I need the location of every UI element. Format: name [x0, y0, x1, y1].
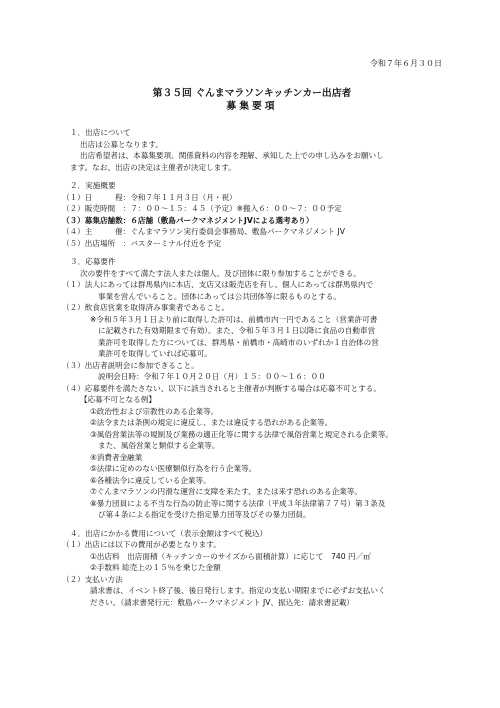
- text-line: ⑤法律に定めのない医療類似行為を行う企業等。: [90, 464, 257, 473]
- text-line: （４）応募要件を満たさない、以下に該当されると主催者が判断する場合は応募不可とする。: [62, 383, 381, 393]
- text-line: ３．応募要件: [70, 257, 116, 266]
- text-line: ①政治性および宗教性のある企業等。: [90, 406, 219, 416]
- section-gap: [62, 521, 442, 528]
- text-line: （１）出店には以下の費用が必要となります。: [62, 540, 221, 549]
- text-line: 【応募不可となる例】: [80, 395, 156, 404]
- text-line: （４）主 催：ぐんまマラソン実行委員会事務局、敷島パークマネジメント JV: [62, 227, 345, 236]
- text-line: 出店希望者は、本募集要項、関係資料の内容を理解、承知した上での申し込みをお願いし: [80, 151, 384, 160]
- text-line: ④消費者金融業: [90, 452, 143, 462]
- text-line: ③風俗営業法等の規制及び業務の適正化等に関する法律で風俗営業と規定される企業等。: [90, 429, 393, 439]
- text-line: （５）出店場所 ：バスターミナル付近を予定: [62, 238, 222, 248]
- text-line: （１）日 程：令和７年１１月３日（月・祝）: [62, 192, 237, 202]
- text-line: （２）飲食店営業を取得済み事業者であること。: [62, 303, 230, 312]
- text-line: ②法令または条例の規定に違反し、または違反する恐れがある企業等。: [90, 418, 333, 427]
- text-line: ４．出店にかかる費用について（表示金額はすべて税込）: [70, 528, 268, 538]
- text-line: ※令和５年３月１日より前に取得した許可は、前橋市内一円であること（営業許可書: [90, 314, 378, 324]
- text-line: （２）販売時間 ：７：００～１５：４５（予定）※搬入６：００～７：００予定: [62, 204, 342, 213]
- text-line: に記載された有効期限まで有効）。また、令和５年３月１日以降に食品の自動車営: [98, 326, 376, 335]
- text-line: （３）募集店舗数：６店舗（敷島パークマネジメントJVによる選考あり）: [62, 215, 314, 225]
- document-subtitle: 募集要項: [226, 101, 278, 112]
- document-date: 令和７年６月３０日: [370, 59, 442, 68]
- text-line: 業許可を取得した方については、群馬県・前橋市・高崎市のいずれか１自治体の営: [98, 337, 379, 347]
- text-line: また、風俗営業と類似する企業等。: [98, 441, 220, 450]
- text-line: ⑥各種法令に違反している企業等。: [90, 475, 211, 485]
- text-line: ②手数料 総売上の１５％を乗じた金額: [90, 563, 221, 572]
- text-line: 請求書は、イベント終了後、後日発行します。指定の支払い期限までに必ずお支払いく: [90, 586, 386, 595]
- text-line: ださい。（請求書発行元：敷島パークマネジメント JV、振込先：請求書記載）: [90, 597, 355, 607]
- text-line: び第４条による指定を受けた指定暴力団等及びその暴力団員。: [98, 510, 311, 519]
- text-line: １．出店について: [70, 128, 131, 137]
- document-body: [62, 127, 442, 608]
- text-line: 業許可を取得していれば応募可。: [98, 349, 212, 358]
- text-line: ①出店料 出店面積（キッチンカーのサイズから面積計算）に応じて 740 円／㎡: [90, 551, 371, 561]
- section-gap: [62, 173, 442, 180]
- text-line: 次の要件をすべて満たす法人または個人、及び団体に限り参加することができる。: [80, 268, 361, 278]
- text-line: ます。なお、出店の決定は主催者が決定します。: [70, 162, 236, 172]
- text-line: ２．実施概要: [70, 181, 116, 190]
- document-title: 第３５回 ぐんまマラソンキッチンカー出店者: [152, 88, 352, 99]
- text-line: ⑧暴力団員による不当な行為の防止等に関する法律（平成３年法律第７７号）第３条及: [90, 498, 386, 508]
- text-line: （３）出店者説明会に参加できること。: [62, 360, 199, 370]
- text-line: （１）法人にあっては群馬県内に本店、支店又は販売店を有し、個人にあっては群馬県内で: [62, 280, 374, 289]
- text-line: 説明会日時：令和７年１０月２０日（月）１５：００～１６：００: [98, 372, 326, 381]
- text-line: ⑦ぐんまマラソンの円滑な運営に支障を来たす、または来す恐れのある企業等。: [90, 487, 362, 496]
- text-line: 出店は公募となります。: [80, 139, 163, 149]
- text-line: （２）支払い方法: [62, 574, 123, 584]
- section-gap: [62, 249, 442, 256]
- text-line: 事業を営んでいること。団体にあっては公共団体等に限るものとする。: [98, 291, 341, 301]
